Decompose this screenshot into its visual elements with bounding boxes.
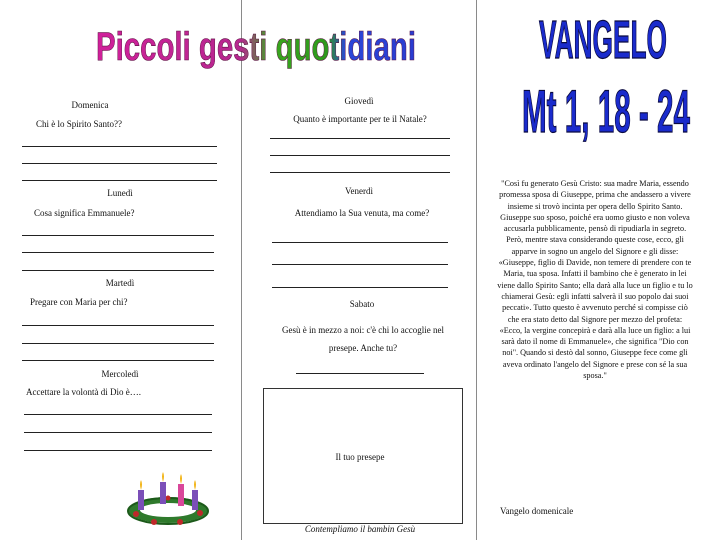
question-martedi: Pregare con Maria per chi? [30, 297, 128, 307]
question-sabato-line1: Gesù è in mezzo a noi: c'è chi lo accoglie nel [281, 325, 445, 335]
day-domenica: Domenica [71, 100, 109, 110]
day-sabato: Sabato [349, 299, 375, 309]
svg-text:VANGELO: VANGELO [539, 10, 667, 70]
answer-line [272, 264, 448, 265]
svg-text:Mt 1, 18 - 24: Mt 1, 18 - 24 [522, 78, 691, 145]
vangelo-domenicale-label: Vangelo domenicale [500, 506, 574, 516]
question-lunedi: Cosa significa Emmanuele? [34, 208, 135, 218]
question-giovedi: Quanto è importante per te il Natale? [293, 114, 427, 124]
answer-line [22, 343, 214, 344]
answer-line [22, 252, 214, 253]
vangelo-heading [536, 4, 670, 70]
answer-line [296, 373, 424, 374]
gospel-text: "Così fu generato Gesù Cristo: sua madre Maria, essendo promessa sposa di Giuseppe, prima che andassero a vivere insieme si trovò incinta per opera dello Spirito Santo. Giuseppe suo sposo, poiché era uomo giusto e non voleva accusarla pubblicamente, pensò di ripudiarla in segreto. Però, mentre stava considerando queste cose, ecco, gli apparve in sogno un angelo del Signore e gli disse: «Giuseppe, figlio di Davide, non temere di prendere con te Maria, tua sposa. Infatti il bambino che è generato in lei viene dallo Spirito Santo; ella darà alla luce un figlio e tu lo chiamerai Gesù: egli infatti salverà il suo popolo dai suoi peccati». Tutto questo è avvenuto perché si compisse ciò che era stato detto dal Signore per mezzo del profeta: «Ecco, la vergine concepirà e darà alla luce un figlio: a lui sarà dato il nome di Emmanuele», che significa "Dio con noi". Quando si destò dal sonno, Giuseppe fece come gli aveva ordinato l'angelo del Signore e prese con sé la sua sposa." [497, 179, 693, 381]
day-martedi: Martedì [105, 278, 135, 288]
answer-line [270, 155, 450, 156]
question-mercoledi: Accettare la volontà di Dio è…. [26, 387, 141, 397]
answer-line [22, 163, 217, 164]
answer-line [22, 235, 214, 236]
page-title [92, 10, 422, 82]
answer-line [22, 180, 217, 181]
question-venerdi: Attendiamo la Sua venuta, ma come? [294, 208, 430, 218]
answer-line [270, 138, 450, 139]
answer-line [22, 360, 214, 361]
answer-line [22, 146, 217, 147]
contempliamo-caption: Contempliamo il bambin Gesù [304, 524, 416, 534]
answer-line [272, 242, 448, 243]
advent-wreath-image [118, 470, 218, 530]
day-mercoledi: Mercoledì [101, 369, 139, 379]
answer-line [24, 414, 212, 415]
question-sabato-line2: presepe. Anche tu? [328, 343, 398, 353]
svg-text:Piccoli gesti quotidiani: Piccoli gesti quotidiani [96, 25, 416, 69]
presepe-label: Il tuo presepe [335, 452, 385, 462]
question-domenica: Chi è lo Spirito Santo?? [36, 119, 122, 129]
answer-line [272, 287, 448, 288]
answer-line [270, 172, 450, 173]
day-venerdi: Venerdì [345, 186, 373, 196]
answer-line [22, 325, 214, 326]
answer-line [24, 432, 212, 433]
day-lunedi: Lunedì [107, 188, 133, 198]
panel-divider-right [476, 0, 477, 540]
answer-line [24, 450, 212, 451]
answer-line [22, 270, 214, 271]
day-giovedi: Giovedì [344, 96, 374, 106]
vangelo-reference [520, 70, 692, 145]
